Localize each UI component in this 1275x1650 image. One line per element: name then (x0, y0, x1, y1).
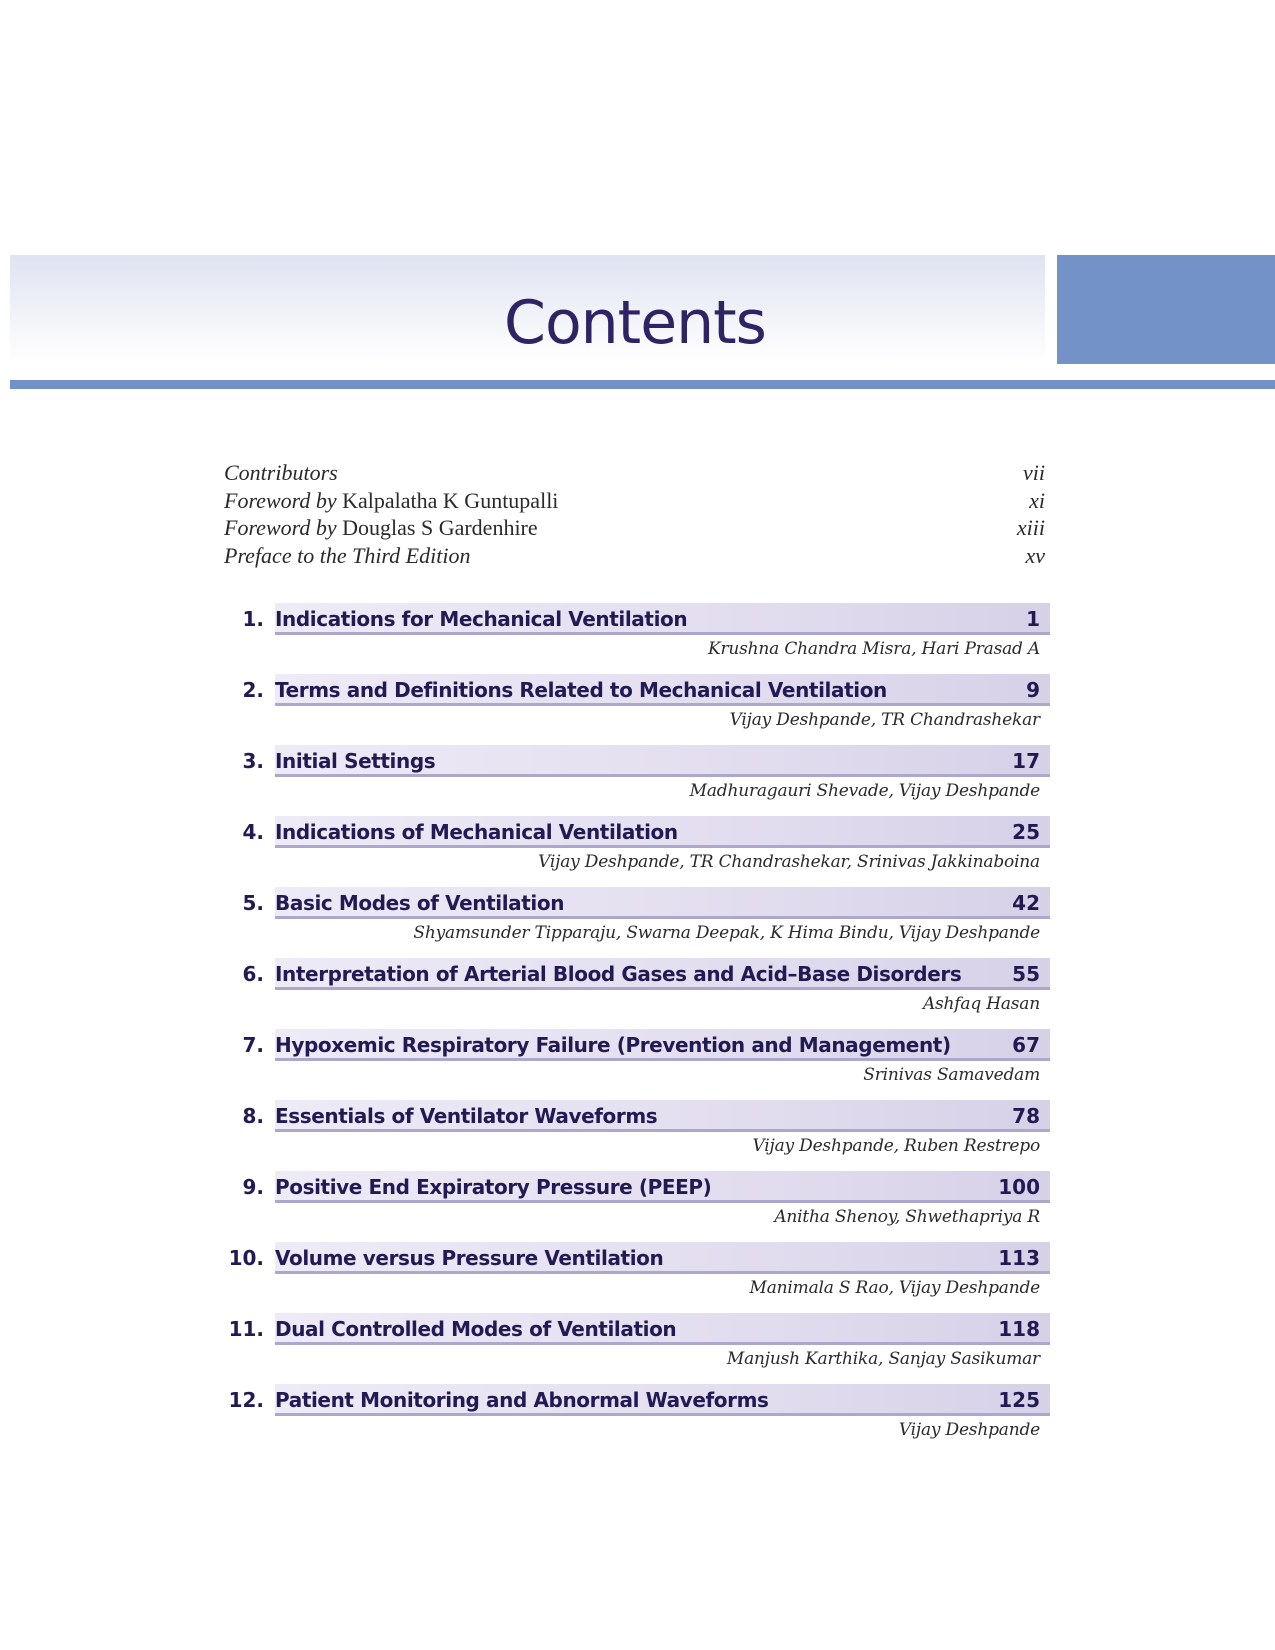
front-matter-label: Foreword by (224, 487, 337, 513)
chapter-entry-12[interactable] (220, 1384, 1050, 1455)
chapter-list (220, 603, 1050, 1455)
chapter-number: 3. (242, 749, 264, 773)
chapter-page: 9 (1026, 678, 1040, 702)
chapter-authors: Manimala S Rao, Vijay Deshpande (749, 1278, 1040, 1298)
chapter-title: Essentials of Ventilator Waveforms (275, 1104, 658, 1128)
chapter-number: 12. (228, 1388, 264, 1412)
chapter-title: Positive End Expiratory Pressure (PEEP) (275, 1175, 712, 1199)
chapter-authors: Anitha Shenoy, Shwethapriya R (774, 1207, 1040, 1227)
chapter-title: Patient Monitoring and Abnormal Waveforms (275, 1388, 769, 1412)
chapter-entry-7[interactable] (220, 1029, 1050, 1100)
chapter-title: Indications for Mechanical Ventilation (275, 607, 688, 631)
chapter-entry-4[interactable] (220, 816, 1050, 887)
chapter-page: 42 (1012, 891, 1040, 915)
chapter-entry-6[interactable] (220, 958, 1050, 1029)
front-matter-author: Douglas S Gardenhire (342, 515, 538, 540)
chapter-title: Interpretation of Arterial Blood Gases and Acid–Base Disorders (275, 962, 962, 986)
chapter-title: Dual Controlled Modes of Ventilation (275, 1317, 677, 1341)
chapter-number: 1. (242, 607, 264, 631)
chapter-entry-5[interactable] (220, 887, 1050, 958)
front-matter-label: Contributors (224, 460, 338, 485)
chapter-authors: Vijay Deshpande, TR Chandrashekar, Srinivas Jakkinaboina (538, 852, 1040, 872)
chapter-page: 1 (1026, 607, 1040, 631)
chapter-title: Volume versus Pressure Ventilation (275, 1246, 664, 1270)
page-title: Contents (504, 288, 766, 358)
chapter-page: 113 (998, 1246, 1040, 1270)
chapter-page: 118 (998, 1317, 1040, 1341)
chapter-number: 10. (228, 1246, 264, 1270)
front-matter-contributors[interactable] (224, 460, 1045, 488)
chapter-entry-10[interactable] (220, 1242, 1050, 1313)
chapter-page: 67 (1012, 1033, 1040, 1057)
front-matter-label: Preface to the Third Edition (224, 542, 471, 568)
chapter-page: 25 (1012, 820, 1040, 844)
chapter-number: 7. (242, 1033, 264, 1057)
chapter-entry-1[interactable] (220, 603, 1050, 674)
chapter-title: Indications of Mechanical Ventilation (275, 820, 678, 844)
front-matter-preface[interactable] (224, 543, 1045, 571)
chapter-number: 4. (242, 820, 264, 844)
chapter-authors: Vijay Deshpande, Ruben Restrepo (752, 1136, 1040, 1156)
front-matter-author: Kalpalatha K Guntupalli (342, 487, 559, 513)
chapter-entry-3[interactable] (220, 745, 1050, 816)
chapter-number: 5. (242, 891, 264, 915)
chapter-authors: Vijay Deshpande, TR Chandrashekar (729, 710, 1040, 730)
chapter-authors: Madhuragauri Shevade, Vijay Deshpande (689, 781, 1040, 801)
chapter-authors: Shyamsunder Tipparaju, Swarna Deepak, K Hima Bindu, Vijay Deshpande (413, 923, 1040, 943)
chapter-entry-2[interactable] (220, 674, 1050, 745)
chapter-number: 9. (242, 1175, 264, 1199)
chapter-number: 6. (242, 962, 264, 986)
chapter-page: 125 (998, 1388, 1040, 1412)
front-matter-page: vii (1023, 460, 1045, 485)
chapter-title: Hypoxemic Respiratory Failure (Prevention and Management) (275, 1033, 951, 1057)
front-matter-label: Foreword by (224, 515, 337, 540)
chapter-entry-9[interactable] (220, 1171, 1050, 1242)
chapter-number: 8. (242, 1104, 264, 1128)
front-matter-list (224, 460, 1045, 570)
chapter-number: 11. (228, 1317, 264, 1341)
chapter-number: 2. (242, 678, 264, 702)
header-rule (10, 380, 1275, 389)
chapter-entry-11[interactable] (220, 1313, 1050, 1384)
front-matter-page: xiii (1016, 515, 1045, 540)
chapter-authors: Vijay Deshpande (898, 1420, 1040, 1440)
chapter-page: 78 (1012, 1104, 1040, 1128)
front-matter-foreword-2[interactable] (224, 515, 1045, 543)
chapter-title: Terms and Definitions Related to Mechanical Ventilation (275, 678, 887, 702)
front-matter-page: xv (1025, 542, 1045, 568)
front-matter-foreword-1[interactable] (224, 488, 1045, 516)
chapter-page: 55 (1012, 962, 1040, 986)
chapter-authors: Manjush Karthika, Sanjay Sasikumar (726, 1349, 1040, 1369)
chapter-page: 100 (998, 1175, 1040, 1199)
chapter-page: 17 (1012, 749, 1040, 773)
chapter-authors: Ashfaq Hasan (922, 994, 1040, 1014)
chapter-title: Initial Settings (275, 749, 436, 773)
front-matter-page: xi (1029, 487, 1045, 513)
chapter-entry-8[interactable] (220, 1100, 1050, 1171)
chapter-title: Basic Modes of Ventilation (275, 891, 565, 915)
chapter-authors: Srinivas Samavedam (863, 1065, 1040, 1085)
chapter-authors: Krushna Chandra Misra, Hari Prasad A (707, 639, 1040, 659)
